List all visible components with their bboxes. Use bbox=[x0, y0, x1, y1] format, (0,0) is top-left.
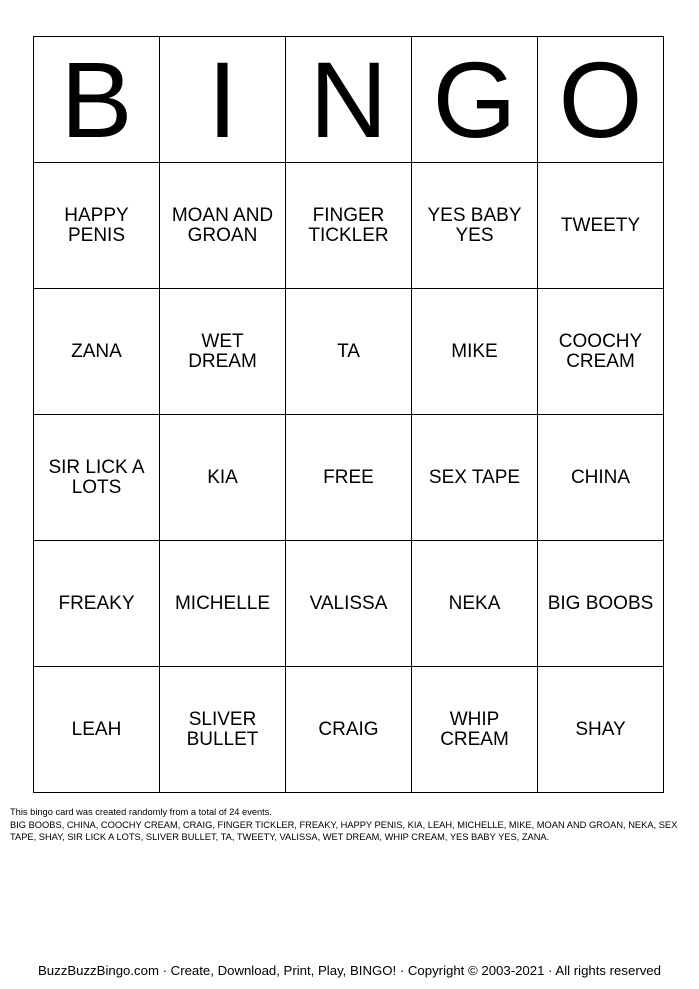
card-row bbox=[34, 289, 664, 415]
card-cell bbox=[286, 289, 412, 415]
cell-text: LEAH bbox=[71, 718, 122, 740]
card-cell bbox=[160, 667, 286, 793]
card-row bbox=[34, 415, 664, 541]
cell-text: BIG BOOBS bbox=[547, 592, 654, 614]
card-cell bbox=[412, 289, 538, 415]
info-intro: This bingo card was created randomly from a total of 24 events. bbox=[10, 807, 272, 817]
card-cell bbox=[286, 541, 412, 667]
bingo-card bbox=[33, 36, 664, 793]
cell-text: CHINA bbox=[570, 466, 631, 488]
cell-text: MIKE bbox=[451, 340, 498, 362]
card-cell bbox=[160, 163, 286, 289]
info-events-list: BIG BOOBS, CHINA, COOCHY CREAM, CRAIG, FINGER TICKLER, FREAKY, HAPPY PENIS, KIA, LEAH, MICHELLE, MIKE, MOAN AND GROAN, NEKA, SEX TAPE, SHAY, SIR LICK A LOTS, SLIVER BULLET, TA, TWEETY, VALISSA, WET DREAM, WHIP CREAM, YES BABY YES, ZANA. bbox=[10, 819, 678, 842]
cell-text: TA bbox=[337, 340, 360, 362]
cell-text: MICHELLE bbox=[174, 592, 271, 614]
cell-text: SIR LICK A LOTS bbox=[48, 456, 145, 498]
cell-text: FREE bbox=[323, 466, 374, 488]
card-cell bbox=[160, 415, 286, 541]
card-cell bbox=[538, 667, 664, 793]
card-cell bbox=[34, 163, 160, 289]
cell-text: COOCHY CREAM bbox=[558, 330, 643, 372]
card-cell bbox=[286, 163, 412, 289]
card-row bbox=[34, 163, 664, 289]
card-cell bbox=[538, 415, 664, 541]
cell-text: KIA bbox=[207, 466, 238, 488]
cell-text: WHIP CREAM bbox=[440, 708, 509, 750]
header-letter: I bbox=[160, 37, 286, 163]
cell-text: MOAN AND GROAN bbox=[171, 204, 274, 246]
card-cell bbox=[160, 541, 286, 667]
card-cell bbox=[34, 541, 160, 667]
cell-text: FINGER TICKLER bbox=[308, 204, 389, 246]
card-row bbox=[34, 541, 664, 667]
card-cell bbox=[286, 667, 412, 793]
cell-text: HAPPY PENIS bbox=[64, 204, 129, 246]
cell-text: NEKA bbox=[448, 592, 501, 614]
cell-text: SEX TAPE bbox=[428, 466, 521, 488]
free-space-cell bbox=[286, 415, 412, 541]
card-cell bbox=[412, 415, 538, 541]
cell-text: WET DREAM bbox=[188, 330, 257, 372]
cell-text: SHAY bbox=[575, 718, 626, 740]
cell-text: FREAKY bbox=[58, 592, 135, 614]
header-letter: N bbox=[286, 37, 412, 163]
cell-text: SLIVER BULLET bbox=[186, 708, 259, 750]
header-letter: B bbox=[34, 37, 160, 163]
card-cell bbox=[412, 541, 538, 667]
card-cell bbox=[412, 667, 538, 793]
card-cell bbox=[538, 163, 664, 289]
header-row bbox=[34, 37, 664, 163]
card-cell bbox=[34, 667, 160, 793]
card-cell bbox=[412, 163, 538, 289]
card-cell bbox=[160, 289, 286, 415]
cell-text: ZANA bbox=[71, 340, 122, 362]
header-letter: O bbox=[538, 37, 664, 163]
card-cell bbox=[34, 415, 160, 541]
cell-text: TWEETY bbox=[560, 214, 641, 236]
cell-text: VALISSA bbox=[309, 592, 388, 614]
card-row bbox=[34, 667, 664, 793]
cell-text: CRAIG bbox=[318, 718, 379, 740]
card-info bbox=[10, 806, 690, 844]
cell-text: YES BABY YES bbox=[427, 204, 522, 246]
header-letter: G bbox=[412, 37, 538, 163]
footer-copyright: BuzzBuzzBingo.com · Create, Download, Print, Play, BINGO! · Copyright © 2003-2021 · All rights reserved bbox=[38, 963, 661, 978]
card-cell bbox=[538, 541, 664, 667]
card-cell bbox=[34, 289, 160, 415]
card-cell bbox=[538, 289, 664, 415]
